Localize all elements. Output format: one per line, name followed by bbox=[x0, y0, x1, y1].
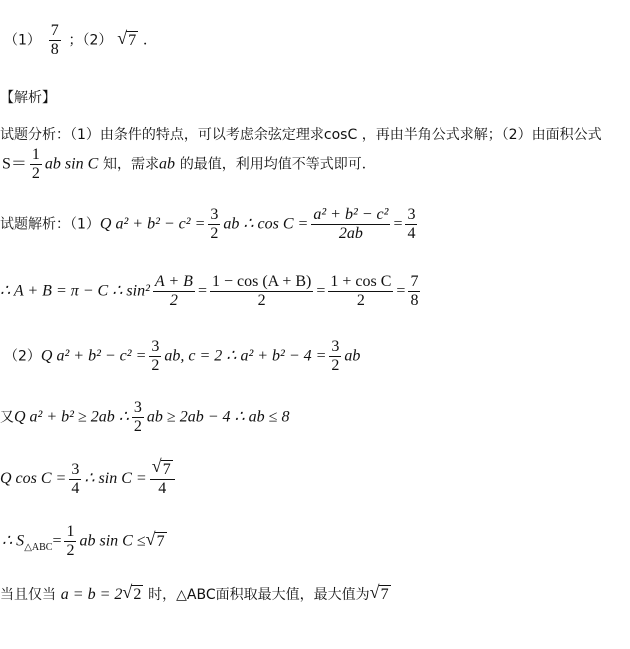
area-formula-fraction: $\frac{1}{2}$ bbox=[31, 146, 40, 182]
section-heading: 【解析】 bbox=[0, 90, 56, 106]
analysis-line-2 bbox=[2, 146, 376, 183]
solution-line-6: ∴ $S_{\triangle ABC}=$ $\frac{1}{2}$ ab sin C ≤ √ 7 bbox=[2, 523, 165, 559]
area-formula-lhs: S＝ bbox=[2, 155, 27, 173]
solution-line-4: 又Q a² + b² ≥ 2ab ∴ $\frac{3}{2}$ ab ≥ 2ab − 4 ∴ ab ≤ 8 bbox=[0, 399, 290, 435]
analysis-text-2: 知，需求 bbox=[103, 156, 160, 173]
solution-line-3: （2）Q a² + b² − c² = $\frac{3}{2}$ ab, c = 2 ∴ a² + b² − 4 = $\frac{3}{2}$ ab bbox=[4, 338, 361, 374]
solution-line-2: ∴ A + B = π − C ∴ sin² $\frac{A + B}{2}$ = $\frac{1 - \cos (A + B)}{2}$ = $\frac{\text{1 + cos C}}{2}$ = $\frac{7}{8}$ bbox=[0, 273, 419, 309]
answer-line bbox=[4, 22, 157, 59]
analysis-text-1: 试题分析：（1）由条件的特点，可以考虑余弦定理求cosC ，再由半角公式求解；（2）由面积公式 bbox=[0, 127, 602, 143]
analysis-ab: ab bbox=[159, 155, 176, 173]
answer-separator: ；（2） bbox=[68, 32, 113, 49]
solution-line-7: 当且仅当 a = b = 2 √ 2 时，△ABC面积取最大值，最大值为 √ 7 bbox=[0, 582, 389, 603]
solution-line-5: Q cos C = $\frac{3}{4}$ ∴ sin C = √ 7 4 bbox=[0, 460, 178, 498]
answer-part1-label: （1） bbox=[4, 32, 41, 49]
answer-end: ． bbox=[142, 32, 157, 49]
analysis-text-3: 的最值，利用均值不等式即可． bbox=[179, 156, 376, 173]
solution-label: 试题解析：（1） bbox=[0, 216, 100, 233]
solution-line-1: 试题解析：（1）Q a² + b² − c² = $\frac{3}{2}$ ab ∴ cos C = $\frac{\text{a² + b² − c²}}{2ab}$ = $\frac{3}{4}$ bbox=[0, 206, 416, 242]
area-formula-rest: ab sin C bbox=[44, 155, 99, 173]
answer-fraction: $\frac{7}{8}$ bbox=[50, 22, 59, 58]
answer-sqrt: √ 7 bbox=[117, 27, 137, 49]
